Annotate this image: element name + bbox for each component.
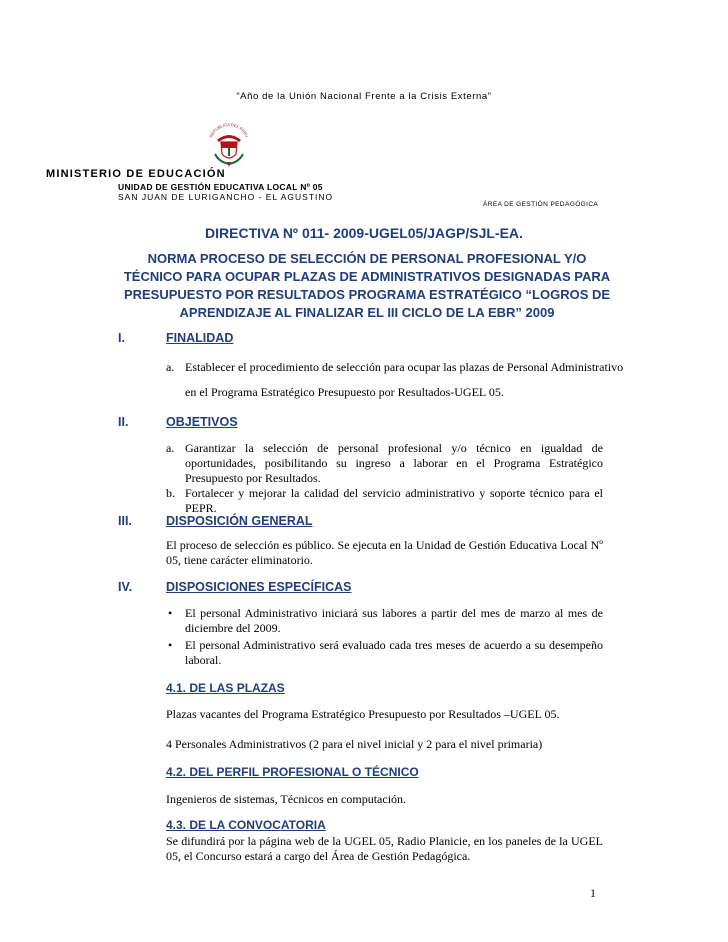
subsection-title-convocatoria: 4.3. DE LA CONVOCATORIA [166,818,326,832]
item-marker: b. [166,486,175,500]
ministry-name: MINISTERIO DE EDUCACIÓN [46,168,226,180]
paragraph: Ingenieros de sistemas, Técnicos en computación. [166,792,407,806]
seal-text: REPUBLICA DEL PERU [208,121,250,139]
section-title-disposicion-general: DISPOSICIÓN GENERAL [166,514,313,528]
paragraph: Fortalecer y mejorar la calidad del servicio administrativo y soporte técnico para el PEPR. [185,486,603,515]
section-number: III. [118,514,132,528]
education-unit: UNIDAD DE GESTIÓN EDUCATIVA LOCAL Nº 05 [118,182,323,192]
bullet-item: El personal Administrativo iniciará sus labores a partir del mes de marzo al mes de diciembre del 2009. [185,606,603,635]
subsection-title-perfil: 4.2. DEL PERFIL PROFESIONAL O TÉCNICO [166,765,419,779]
bullet-item: El personal Administrativo será evaluado cada tres meses de acuerdo a su desempeño laboral. [185,638,603,667]
location: SAN JUAN DE LURIGANCHO - EL AGUSTINO [118,192,334,202]
paragraph: Garantizar la selección de personal profesional y/o técnico en igualdad de oportunidades, posibilitando su ingreso a laborar en el Programa Estratégico Presupuesto por Resultados. [185,441,603,485]
norm-title: NORMA PROCESO DE SELECCIÓN DE PERSONAL PROFESIONAL Y/O TÉCNICO PARA OCUPAR PLAZAS DE ADMINISTRATIVOS DESIGNADAS PARA PRESUPUESTO POR RESULTADOS PROGRAMA ESTRATÉGICO “LOGROS DE APRENDIZAJE AL FINALIZAR EL III CICLO DE LA EBR” 2009 [123,251,611,320]
item-marker: a. [166,441,175,455]
section-title-objetivos: OBJETIVOS [166,415,238,429]
bullet-marker: • [168,638,173,652]
section-number: IV. [118,580,133,594]
section-number: I. [118,331,125,345]
section-title-disposiciones-especificas: DISPOSICIONES ESPECÍFICAS [166,580,352,594]
peru-coat-of-arms-seal [203,118,255,170]
page-number: 1 [590,886,596,900]
paragraph: Establecer el procedimiento de selección para ocupar las plazas de Personal Administrativo [185,360,624,374]
section-number: II. [118,415,129,429]
paragraph: en el Programa Estratégico Presupuesto por Resultados-UGEL 05. [185,385,504,399]
paragraph: Plazas vacantes del Programa Estratégico Presupuesto por Resultados –UGEL 05. [166,707,560,721]
paragraph: El proceso de selección es público. Se ejecuta en la Unidad de Gestión Educativa Local Nº 05, tiene carácter eliminatorio. [166,538,603,567]
subsection-title-plazas: 4.1. DE LAS PLAZAS [166,681,285,695]
section-title-finalidad: FINALIDAD [166,331,234,345]
header-motto: “Año de la Unión Nacional Frente a la Crisis Externa” [236,91,492,102]
paragraph: 4 Personales Administrativos (2 para el nivel inicial y 2 para el nivel primaria) [166,737,543,751]
item-marker: a. [166,360,175,374]
bullet-marker: • [168,606,173,620]
paragraph: Se difundirá por la página web de la UGEL 05, Radio Planicie, en los paneles de la UGEL 05, el Concurso estará a cargo del Área de Gestión Pedagógica. [166,834,603,863]
directive-title: DIRECTIVA Nº 011- 2009-UGEL05/JAGP/SJL-EA. [205,225,523,241]
area-label: ÁREA DE GESTIÓN PEDAGÓGICA [483,201,599,208]
